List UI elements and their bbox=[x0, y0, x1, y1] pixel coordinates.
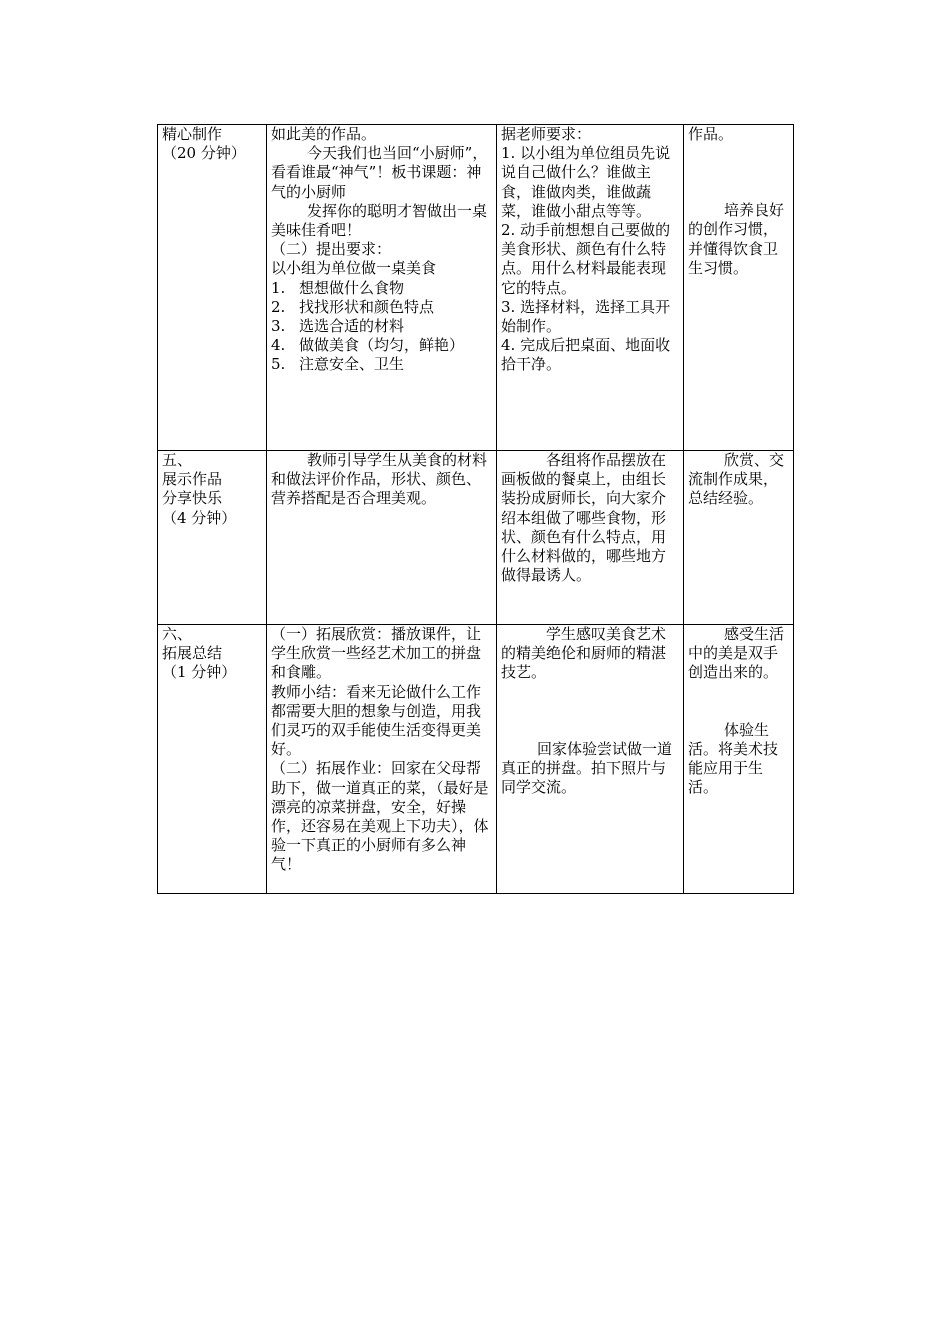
list-item: 1. 想想做什么食物 bbox=[271, 278, 405, 297]
teacher-text: 教师引导学生从美食的材料和做法评价作品，形状、颜色、营养搭配是否合理美观。 bbox=[271, 451, 488, 508]
student-text: 3. 选择材料，选择工具开始制作。 bbox=[501, 297, 671, 336]
stage-duration: （1 分钟） bbox=[162, 663, 237, 682]
lesson-plan-table bbox=[157, 124, 794, 894]
teacher-text: 今天我们也当回“小厨师”，看看谁最“神气”！板书课题：神气的小厨师 bbox=[271, 144, 488, 201]
student-activity-cell bbox=[497, 451, 684, 625]
intent-text: 感受生活中的美是双手创造出来的。 bbox=[688, 625, 785, 682]
stage-duration: （20 分钟） bbox=[162, 144, 246, 163]
student-text: 学生感叹美食艺术的精美绝伦和厨师的精湛技艺。 bbox=[501, 625, 667, 682]
teacher-text: （二）提出要求： bbox=[271, 240, 392, 259]
intent-text: 培养良好的创作习惯，并懂得饮食卫生习惯。 bbox=[688, 201, 785, 277]
stage-title: 精心制作 bbox=[162, 125, 223, 143]
stage-duration: （4 分钟） bbox=[162, 508, 237, 527]
student-text: 各组将作品摆放在画板做的餐桌上，由组长装扮成厨师长，向大家介绍本组做了哪些食物，形状、颜色有什么特点，用什么材料做的，哪些地方做得最诱人。 bbox=[501, 451, 667, 585]
stage-title: 分享快乐 bbox=[162, 489, 223, 508]
teacher-text: 教师小结：看来无论做什么工作都需要大胆的想象与创造，用我们灵巧的双手能使生活变得更美好。 bbox=[271, 682, 482, 759]
teacher-text: 以小组为单位做一桌美食 bbox=[271, 259, 437, 278]
student-activity-cell bbox=[497, 125, 684, 451]
table-row bbox=[158, 451, 794, 625]
requirement-list bbox=[271, 279, 492, 375]
stage-cell bbox=[158, 125, 267, 451]
teacher-text: （一）拓展欣赏：播放课件，让学生欣赏一些经艺术加工的拼盘和食雕。 bbox=[271, 625, 482, 682]
list-item: 3. 选选合适的材料 bbox=[271, 317, 405, 336]
teacher-text: （二）拓展作业：回家在父母帮助下，做一道真正的菜，（最好是漂亮的凉菜拼盘，安全，好操作，还容易在美观上下功夫），体验一下真正的小厨师有多么神气！ bbox=[271, 759, 489, 874]
stage-cell bbox=[158, 625, 267, 894]
teacher-activity-cell bbox=[267, 125, 497, 451]
teacher-text: 如此美的作品。 bbox=[271, 125, 377, 143]
table-row bbox=[158, 625, 794, 894]
student-text: 2. 动手前想想自己要做的美食形状、颜色有什么特点。用什么材料最能表现它的特点。 bbox=[501, 221, 671, 297]
stage-title: 拓展总结 bbox=[162, 644, 223, 663]
stage-cell bbox=[158, 451, 267, 625]
stage-title: 展示作品 bbox=[162, 470, 223, 489]
list-item: 5. 注意安全、卫生 bbox=[271, 355, 405, 374]
design-intent-cell bbox=[684, 625, 794, 894]
design-intent-cell bbox=[684, 125, 794, 451]
teacher-text: 发挥你的聪明才智做出一桌美味佳肴吧！ bbox=[271, 201, 488, 240]
table-row bbox=[158, 125, 794, 451]
teacher-activity-cell bbox=[267, 451, 497, 625]
student-text: 回家体验尝试做一道真正的拼盘。拍下照片与同学交流。 bbox=[501, 739, 673, 797]
intent-text: 作品。 bbox=[688, 125, 734, 143]
list-item: 4. 做做美食（均匀，鲜艳） bbox=[271, 336, 465, 355]
student-activity-cell bbox=[497, 625, 684, 894]
list-item: 2. 找找形状和颜色特点 bbox=[271, 297, 435, 316]
design-intent-cell bbox=[684, 451, 794, 625]
student-text: 1. 以小组为单位组员先说说自己做什么？谁做主食，谁做肉类，谁做蔬菜，谁做小甜点等等。 bbox=[501, 144, 671, 220]
intent-text: 欣赏、交流制作成果，总结经验。 bbox=[688, 451, 785, 508]
intent-text: 体验生活。将美术技能应用于生活。 bbox=[688, 720, 779, 797]
teacher-activity-cell bbox=[267, 625, 497, 894]
stage-number: 五、 bbox=[162, 451, 193, 469]
student-text: 4. 完成后把桌面、地面收拾干净。 bbox=[501, 336, 671, 374]
student-text: 据老师要求： bbox=[501, 125, 592, 143]
stage-number: 六、 bbox=[162, 625, 193, 643]
